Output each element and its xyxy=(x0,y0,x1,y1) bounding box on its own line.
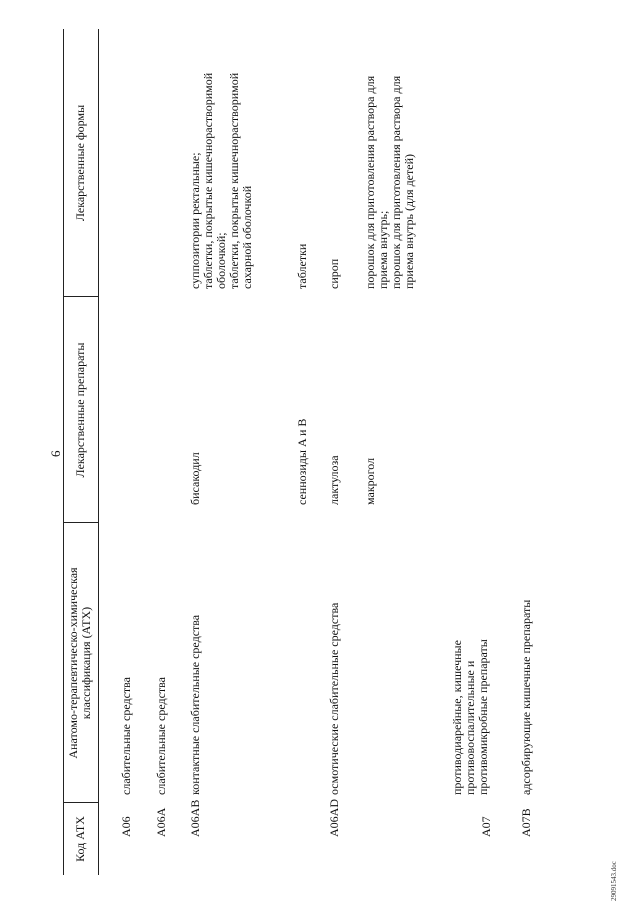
row-classification xyxy=(451,639,490,795)
row-forms: таблетки xyxy=(295,243,309,289)
row-classification: контактные слабительные средства xyxy=(188,614,202,795)
row-classification: адсорбирующие кишечные препараты xyxy=(519,599,533,795)
header-classification-line-1: Анатомо-терапевтическо-химическая xyxy=(66,567,80,759)
form-line: приема внутрь (для детей) xyxy=(402,154,416,289)
form-line: порошок для приготовления раствора для xyxy=(363,75,377,289)
row-drug: бисакодил xyxy=(188,452,202,505)
row-classification: слабительные средства xyxy=(154,676,168,795)
classification-line: противовоспалительные и xyxy=(463,660,477,795)
page-number: 6 xyxy=(48,450,63,457)
atc-table xyxy=(63,29,636,875)
row-forms xyxy=(189,73,254,289)
row-drug: макрогол xyxy=(363,457,377,505)
row-forms: сироп xyxy=(327,258,341,289)
row-forms xyxy=(364,76,416,289)
form-line: суппозитории ректальные; xyxy=(188,152,202,289)
row-classification: слабительные средства xyxy=(119,676,133,795)
row-code: A06AB xyxy=(188,799,202,837)
row-code: A07B xyxy=(519,808,533,837)
row-drug: лактулоза xyxy=(327,455,341,505)
document-footer: 29091543.doc xyxy=(610,861,618,901)
header-forms: Лекарственные формы xyxy=(73,104,87,222)
form-line: оболочкой; xyxy=(214,232,228,289)
header-bottom-rule xyxy=(98,29,99,875)
classification-line: противомикробные препараты xyxy=(476,639,490,795)
header-drugs: Лекарственные препараты xyxy=(73,342,87,478)
form-line: таблетки, покрытые кишечнорастворимой xyxy=(201,72,215,289)
header-classification-line-2: классификация (АТХ) xyxy=(79,606,93,720)
form-line: порошок для приготовления раствора для xyxy=(389,75,403,289)
table-top-rule xyxy=(63,29,64,875)
form-line: сахарной оболочкой xyxy=(240,185,254,289)
row-code: A07 xyxy=(479,816,493,837)
row-code: A06AD xyxy=(327,799,341,837)
row-classification: осмотические слабительные средства xyxy=(327,602,341,795)
header-code: Код АТХ xyxy=(73,816,87,862)
row-code: A06 xyxy=(119,816,133,837)
form-line: приема внутрь; xyxy=(376,210,390,289)
classification-line: противодиарейные, кишечные xyxy=(450,640,464,795)
row-drug: сеннозиды A и B xyxy=(295,418,309,505)
form-line: таблетки, покрытые кишечнорастворимой xyxy=(227,72,241,289)
row-code: A06A xyxy=(154,807,168,837)
header-classification xyxy=(67,523,93,803)
